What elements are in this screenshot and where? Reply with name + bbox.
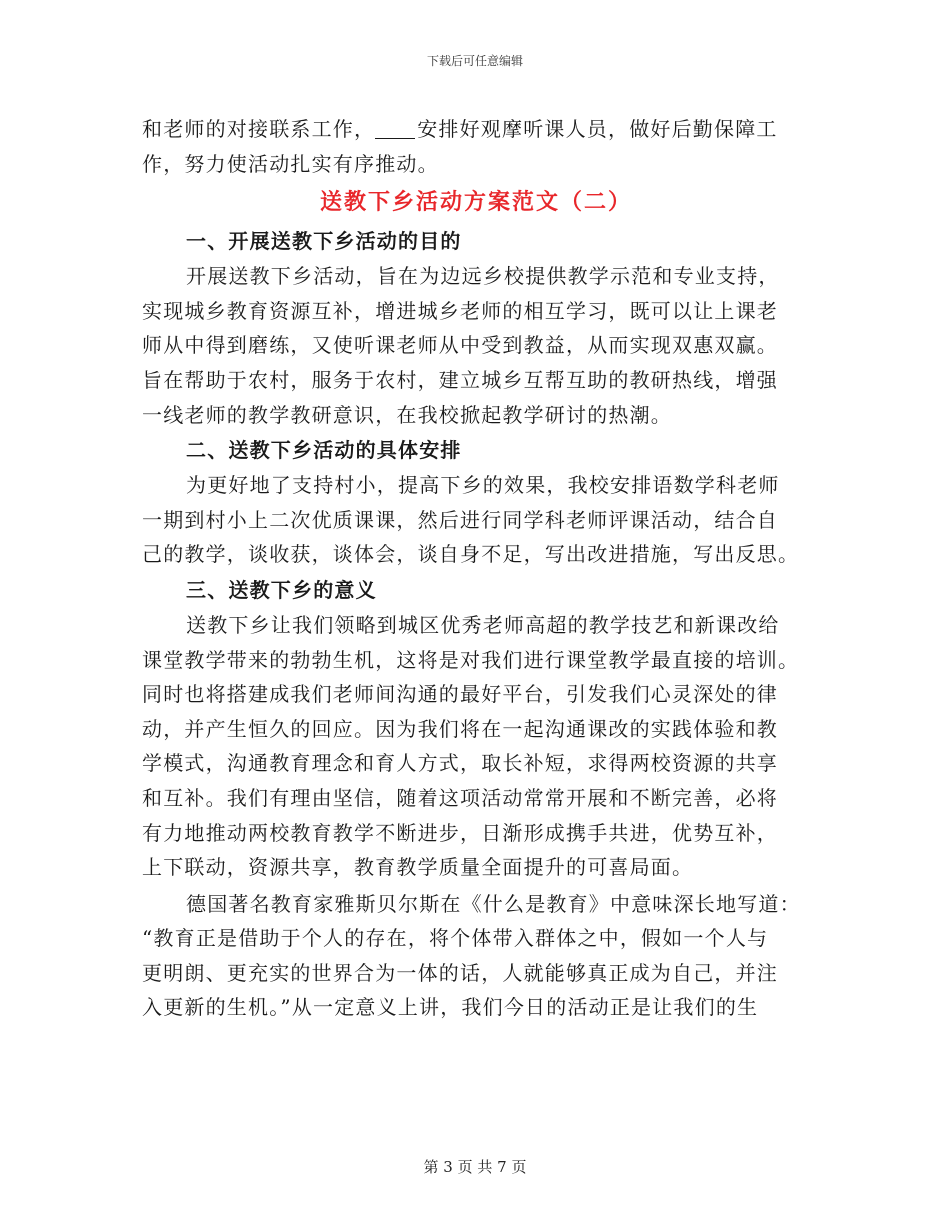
intro-line-1	[142, 112, 810, 147]
section-1-line: 开展送教下乡活动，旨在为边远乡校提供教学示范和专业支持，	[186, 264, 780, 289]
section-3-line: 上下联动，资源共享，教育教学质量全面提升的可喜局面。	[142, 855, 694, 880]
section-3-line: 和互补。我们有理由坚信，随着这项活动常常开展和不断完善，必将	[142, 785, 778, 810]
section-1-heading: 一、开展送教下乡活动的目的	[186, 229, 462, 254]
section-3-line: 课堂教学带来的勃勃生机，这将是对我们进行课堂教学最直接的培训。	[142, 647, 800, 672]
intro-line-1-end: 安排好观摩听课人员，做好后勤保障工	[417, 117, 778, 141]
section-3-para2-line: 更明朗、更充实的世界合为一体的话，人就能够真正成为自己，并注	[142, 960, 778, 985]
section-3-para2-line: “教育正是借助于个人的存在，将个体带入群体之中，假如一个人与	[142, 926, 769, 951]
section-1-line: 一线老师的教学教研意识，在我校掀起教学研讨的热潮。	[142, 402, 672, 427]
section-3-line: 送教下乡让我们领略到城区优秀老师高超的教学技艺和新课改给	[186, 612, 780, 637]
section-2-line: 为更好地了支持村小，提高下乡的效果，我校安排语数学科老师	[186, 473, 780, 498]
section-1-line: 实现城乡教育资源互补，增进城乡老师的相互学习，既可以让上课老	[142, 298, 778, 323]
section-3-heading: 三、送教下乡的意义	[186, 577, 377, 602]
intro-line-2: 作，努力使活动扎实有序推动。	[142, 151, 439, 176]
section-1-line: 师从中得到磨练，又使听课老师从中受到教益，从而实现双惠双赢。	[142, 333, 778, 358]
section-3-line: 有力地推动两校教育教学不断进步，日渐形成携手共进，优势互补，	[142, 820, 778, 845]
section-2-heading: 二、送教下乡活动的具体安排	[186, 438, 462, 463]
document-body	[142, 112, 810, 1025]
section-3-para2-line: 德国著名教育家雅斯贝尔斯在《什么是教育》中意味深长地写道：	[186, 891, 801, 916]
section-3-para2-line: 入更新的生机。”从一定意义上讲，我们今日的活动正是让我们的生	[142, 995, 759, 1020]
section-3-line: 学模式，沟通教育理念和育人方式，取长补短，求得两校资源的共享	[142, 751, 778, 776]
section-1-line: 旨在帮助于农村，服务于农村，建立城乡互帮互助的教研热线，增强	[142, 367, 778, 392]
section-3-line: 同时也将搭建成我们老师间沟通的最好平台，引发我们心灵深处的律	[142, 682, 778, 707]
section-2-line: 己的教学，谈收获，谈体会，谈自身不足，写出改进措施，写出反思。	[142, 542, 800, 567]
page-header: 下载后可任意编辑	[426, 54, 523, 68]
section-3-line: 动，并产生恒久的回应。因为我们将在一起沟通课改的实践体验和教	[142, 716, 778, 741]
document-title: 送教下乡活动方案范文（二）	[319, 189, 632, 216]
intro-line-1-start: 和老师的对接联系工作，	[142, 117, 376, 141]
page-footer: 第 3 页 共 7 页	[423, 1158, 527, 1176]
fill-in-blank	[375, 118, 415, 139]
section-2-line: 一期到村小上二次优质课课，然后进行同学科老师评课活动，结合自	[142, 507, 778, 532]
